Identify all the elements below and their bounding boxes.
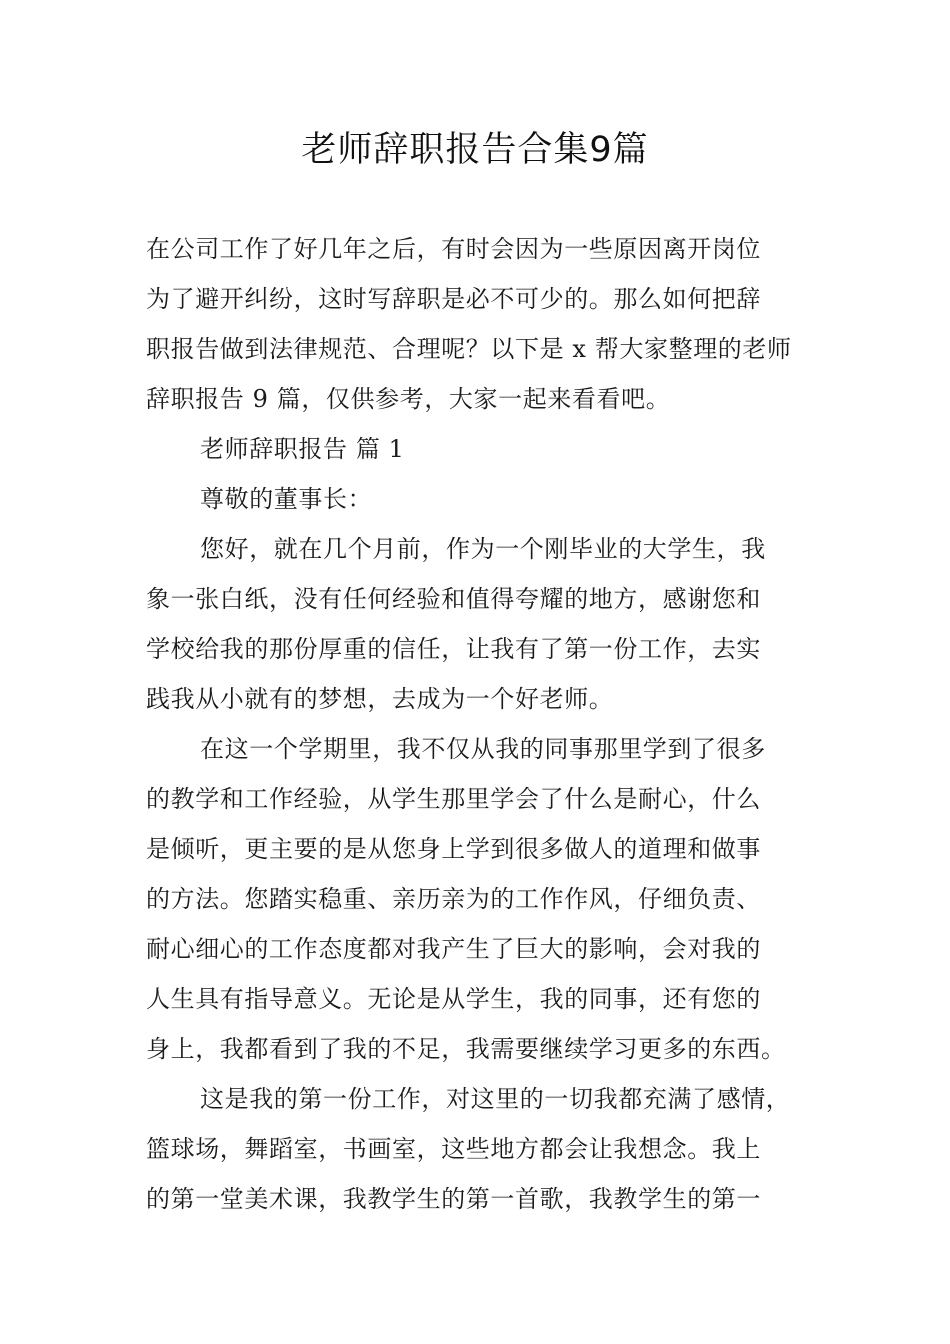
text-line: 的教学和工作经验，从学生那里学会了什么是耐心，什么	[146, 785, 761, 813]
text-line: 辞职报告 9 篇，仅供参考，大家一起来看看吧。	[146, 385, 671, 413]
text-line: 您好，就在几个月前，作为一个刚毕业的大学生，我	[200, 535, 766, 563]
text-line: 这是我的第一份工作，对这里的一切我都充满了感情，	[200, 1085, 791, 1113]
text-line: 为了避开纠纷，这时写辞职是必不可少的。那么如何把辞	[146, 285, 761, 313]
text-line: 是倾听，更主要的是从您身上学到很多做人的道理和做事	[146, 835, 761, 863]
text-line: 践我从小就有的梦想，去成为一个好老师。	[146, 685, 614, 713]
text-line: 篮球场，舞蹈室，书画室，这些地方都会让我想念。我上	[146, 1135, 761, 1163]
document-body	[146, 224, 810, 1224]
text-line: 在公司工作了好几年之后，有时会因为一些原因离开岗位	[146, 235, 761, 263]
text-line: 人生具有指导意义。无论是从学生，我的同事，还有您的	[146, 985, 761, 1013]
text-line: 职报告做到法律规范、合理呢？以下是 x 帮大家整理的老师	[146, 335, 792, 363]
text-line: 学校给我的那份厚重的信任，让我有了第一份工作，去实	[146, 635, 761, 663]
text-line: 在这一个学期里，我不仅从我的同事那里学到了很多	[200, 735, 766, 763]
text-line: 尊敬的董事长：	[200, 485, 373, 513]
text-line: 耐心细心的工作态度都对我产生了巨大的影响，会对我的	[146, 935, 761, 963]
text-line: 老师辞职报告 篇 1	[200, 435, 405, 463]
text-line: 的第一堂美术课，我教学生的第一首歌，我教学生的第一	[146, 1185, 761, 1213]
document-title: 老师辞职报告合集9篇	[301, 130, 649, 170]
text-line: 的方法。您踏实稳重、亲历亲为的工作作风，仔细负责、	[146, 885, 761, 913]
text-line: 象一张白纸，没有任何经验和值得夸耀的地方，感谢您和	[146, 585, 761, 613]
text-line: 身上，我都看到了我的不足，我需要继续学习更多的东西。	[146, 1035, 786, 1063]
